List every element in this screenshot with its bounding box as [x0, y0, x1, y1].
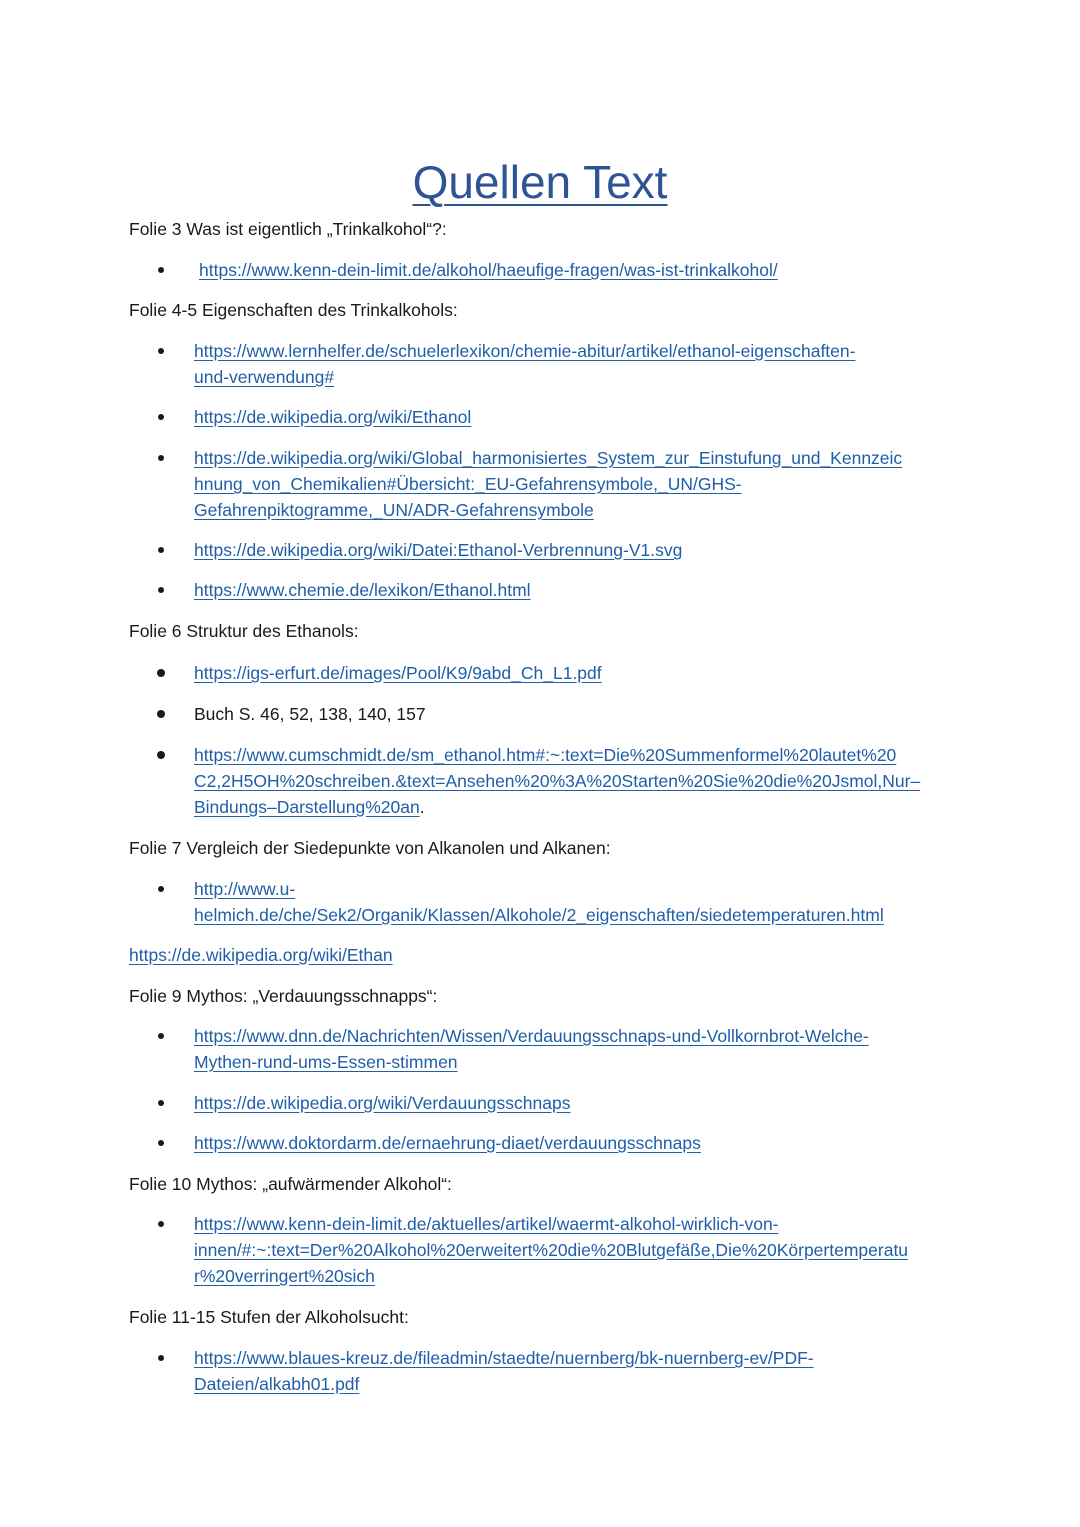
- source-item: [194, 577, 954, 603]
- bullet-icon: [156, 338, 166, 364]
- source-link[interactable]: https://www.dnn.de/Nachrichten/Wissen/Verdauungsschnaps-und-Vollkornbrot-Welche-: [194, 1026, 869, 1046]
- bullet-icon: [156, 1023, 166, 1049]
- source-link[interactable]: https://www.kenn-dein-limit.de/alkohol/haeufige-fragen/was-ist-trinkalkohol/: [199, 260, 778, 280]
- source-link[interactable]: https://www.blaues-kreuz.de/fileadmin/staedte/nuernberg/bk-nuernberg-ev/PDF-: [194, 1348, 814, 1368]
- source-link[interactable]: https://www.chemie.de/lexikon/Ethanol.html: [194, 580, 531, 600]
- source-item: [194, 1130, 954, 1156]
- source-link[interactable]: https://www.kenn-dein-limit.de/aktuelles/artikel/waermt-alkohol-wirklich-von-: [194, 1214, 779, 1234]
- trailing-period: .: [419, 797, 425, 817]
- source-item: [194, 1211, 954, 1289]
- source-link-continuation[interactable]: C2,2H5OH%20schreiben.&text=Ansehen%20%3A%20Starten%20Sie%20die%20Jsmol,Nur–: [194, 771, 921, 791]
- bullet-icon: [156, 742, 166, 768]
- bullet-icon: [156, 537, 166, 563]
- bullet-icon: [156, 1130, 166, 1156]
- source-item: [194, 1090, 954, 1116]
- bullet-icon: [156, 404, 166, 430]
- source-link-continuation[interactable]: und-verwendung#: [194, 367, 335, 387]
- source-link-continuation[interactable]: r%20verringert%20sich: [194, 1266, 375, 1286]
- source-item: [194, 660, 954, 686]
- source-item: [194, 404, 954, 430]
- source-link[interactable]: https://www.doktordarm.de/ernaehrung-diaet/verdauungsschnaps: [194, 1133, 701, 1153]
- section-heading-folie-7: Folie 7 Vergleich der Siedepunkte von Alkanolen und Alkanen:: [129, 838, 611, 858]
- source-link[interactable]: https://de.wikipedia.org/wiki/Ethanol: [194, 407, 472, 427]
- source-link-continuation[interactable]: Dateien/alkabh01.pdf: [194, 1374, 360, 1394]
- section-heading-folie-10: Folie 10 Mythos: „aufwärmender Alkohol“:: [129, 1174, 452, 1194]
- source-item: [194, 876, 954, 928]
- source-link-continuation[interactable]: innen/#:~:text=Der%20Alkohol%20erweitert%20die%20Blutgefäße,Die%20Körpertemperatu: [194, 1240, 909, 1260]
- bullet-icon: [156, 445, 166, 471]
- section-heading-folie-4-5: Folie 4-5 Eigenschaften des Trinkalkohols:: [129, 300, 458, 320]
- section-heading-folie-6: Folie 6 Struktur des Ethanols:: [129, 621, 359, 641]
- source-link-continuation[interactable]: Gefahrenpiktogramme,_UN/ADR-Gefahrensymbole: [194, 500, 594, 520]
- source-link[interactable]: https://igs-erfurt.de/images/Pool/K9/9abd_Ch_L1.pdf: [194, 663, 602, 683]
- bullet-icon: [156, 876, 166, 902]
- source-link[interactable]: https://de.wikipedia.org/wiki/Global_harmonisiertes_System_zur_Einstufung_und_Kennzeic: [194, 448, 903, 468]
- source-item: [194, 537, 954, 563]
- source-link-ethan[interactable]: https://de.wikipedia.org/wiki/Ethan: [129, 945, 393, 965]
- source-link-continuation[interactable]: Bindungs–Darstellung%20an: [194, 797, 420, 817]
- source-link[interactable]: https://de.wikipedia.org/wiki/Datei:Ethanol-Verbrennung-V1.svg: [194, 540, 683, 560]
- bullet-icon: [156, 577, 166, 603]
- source-item: [194, 742, 954, 820]
- bullet-icon: [156, 1345, 166, 1371]
- source-link[interactable]: https://de.wikipedia.org/wiki/Verdauungsschnaps: [194, 1093, 571, 1113]
- source-link-continuation[interactable]: Mythen-rund-ums-Essen-stimmen: [194, 1052, 458, 1072]
- source-link[interactable]: http://www.u-: [194, 879, 296, 899]
- source-item: [194, 338, 954, 390]
- source-item: [199, 257, 959, 283]
- source-link[interactable]: https://www.lernhelfer.de/schuelerlexikon/chemie-abitur/artikel/ethanol-eigenschaften-: [194, 341, 856, 361]
- page-title: Quellen Text: [412, 156, 668, 208]
- source-item: [194, 1345, 954, 1397]
- section-heading-folie-3: Folie 3 Was ist eigentlich „Trinkalkohol“?:: [129, 219, 447, 239]
- section-heading-folie-11-15: Folie 11-15 Stufen der Alkoholsucht:: [129, 1307, 409, 1327]
- section-heading-folie-9: Folie 9 Mythos: „Verdauungsschnapps“:: [129, 986, 438, 1006]
- book-reference: Buch S. 46, 52, 138, 140, 157: [194, 704, 426, 724]
- bullet-icon: [156, 1090, 166, 1116]
- source-link-continuation[interactable]: hnung_von_Chemikalien#Übersicht:_EU-Gefahrensymbole,_UN/GHS-: [194, 474, 742, 494]
- bullet-icon: [156, 1211, 166, 1237]
- bullet-icon: [156, 257, 166, 283]
- source-link[interactable]: https://www.cumschmidt.de/sm_ethanol.htm#:~:text=Die%20Summenformel%20lautet%20: [194, 745, 897, 765]
- source-item-book: [194, 701, 954, 727]
- source-link-continuation[interactable]: helmich.de/che/Sek2/Organik/Klassen/Alkohole/2_eigenschaften/siedetemperaturen.html: [194, 905, 884, 925]
- source-item: [194, 1023, 954, 1075]
- bullet-icon: [156, 660, 166, 686]
- source-item: [194, 445, 954, 523]
- bullet-icon: [156, 701, 166, 727]
